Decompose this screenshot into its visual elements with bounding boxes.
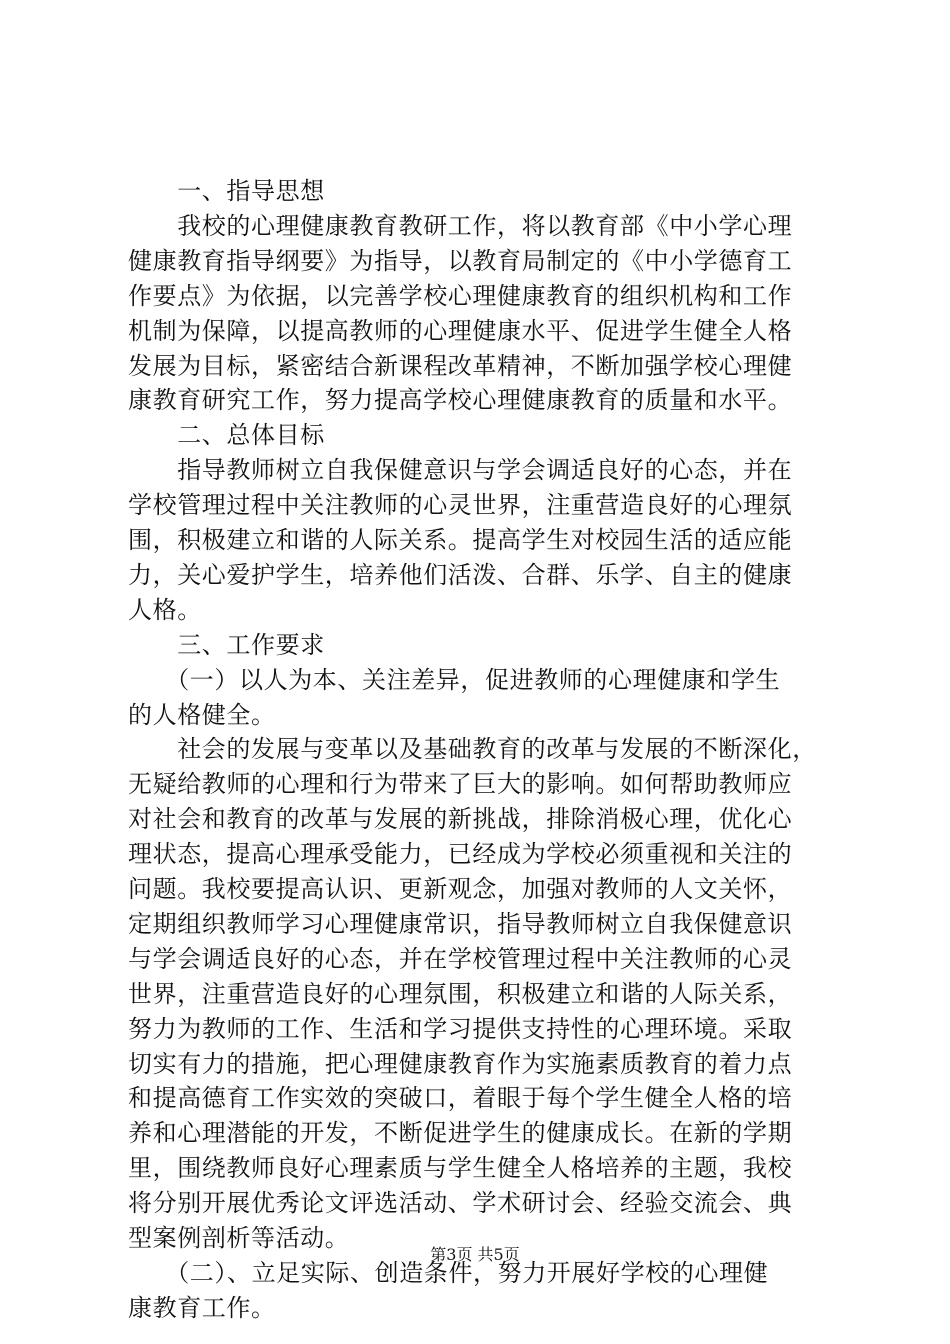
paragraph-line: 养和心理潜能的开发，不断促进学生的健康成长。在新的学期 xyxy=(128,1119,793,1147)
paragraph-line: 无疑给教师的心理和行为带来了巨大的影响。如何帮助教师应 xyxy=(128,770,793,798)
paragraph-line: 理状态，提高心理承受能力，已经成为学校必须重视和关注的 xyxy=(128,840,793,868)
paragraph-line: 力，关心爱护学生，培养他们活泼、合群、乐学、自主的健康 xyxy=(128,561,793,589)
paragraph-line: 的人格健全。 xyxy=(128,701,276,729)
paragraph-line: 人格。 xyxy=(128,596,202,624)
paragraph-line: 努力为教师的工作、生活和学习提供支持性的心理环境。采取 xyxy=(128,1015,793,1043)
paragraph-line: 机制为保障，以提高教师的心理健康水平、促进学生健全人格 xyxy=(128,317,793,345)
paragraph-line: 将分别开展优秀论文评选活动、学术研讨会、经验交流会、典 xyxy=(128,1189,793,1217)
paragraph-line: 学校管理过程中关注教师的心灵世界，注重营造良好的心理氛 xyxy=(128,491,793,519)
paragraph-line: 康教育研究工作，努力提高学校心理健康教育的质量和水平。 xyxy=(128,386,793,414)
paragraph-line: 围，积极建立和谐的人际关系。提高学生对校园生活的适应能 xyxy=(128,526,793,554)
section-heading: 一、指导思想 xyxy=(128,177,325,205)
paragraph-line: 和提高德育工作实效的突破口，着眼于每个学生健全人格的培 xyxy=(128,1084,793,1112)
paragraph-line: 作要点》为依据，以完善学校心理健康教育的组织机构和工作 xyxy=(128,282,793,310)
paragraph-line: 里，围绕教师良好心理素质与学生健全人格培养的主题，我校 xyxy=(128,1154,793,1182)
paragraph-line: 对社会和教育的改革与发展的新挑战，排除消极心理，优化心 xyxy=(128,805,793,833)
paragraph-line: 发展为目标，紧密结合新课程改革精神，不断加强学校心理健 xyxy=(128,352,793,380)
paragraph-line: 康教育工作。 xyxy=(128,1294,276,1322)
paragraph-line: 指导教师树立自我保健意识与学会调适良好的心态，并在 xyxy=(128,456,793,484)
paragraph-line: 型案例剖析等活动。 xyxy=(128,1224,350,1252)
paragraph-line: 定期组织教师学习心理健康常识，指导教师树立自我保健意识 xyxy=(128,910,793,938)
paragraph-line: 切实有力的措施，把心理健康教育作为实施素质教育的着力点 xyxy=(128,1050,793,1078)
page-indicator: 第3页 共5页 xyxy=(430,1245,520,1264)
section-heading: 三、工作要求 xyxy=(128,631,325,659)
section-heading: 二、总体目标 xyxy=(128,421,325,449)
paragraph-line: 社会的发展与变革以及基础教育的改革与发展的不断深化， xyxy=(128,735,817,763)
paragraph-line: 与学会调适良好的心态，并在学校管理过程中关注教师的心灵 xyxy=(128,945,793,973)
paragraph-line: 我校的心理健康教育教研工作，将以教育部《中小学心理 xyxy=(128,212,793,240)
paragraph-line: 健康教育指导纲要》为指导，以教育局制定的《中小学德育工 xyxy=(128,247,793,275)
paragraph-line: 世界，注重营造良好的心理氛围，积极建立和谐的人际关系， xyxy=(128,980,793,1008)
paragraph-line: （一）以人为本、关注差异，促进教师的心理健康和学生 xyxy=(128,666,781,694)
paragraph-line: 问题。我校要提高认识、更新观念，加强对教师的人文关怀， xyxy=(128,875,793,903)
paragraph-line: （二）、立足实际、创造条件，努力开展好学校的心理健 xyxy=(128,1259,769,1287)
